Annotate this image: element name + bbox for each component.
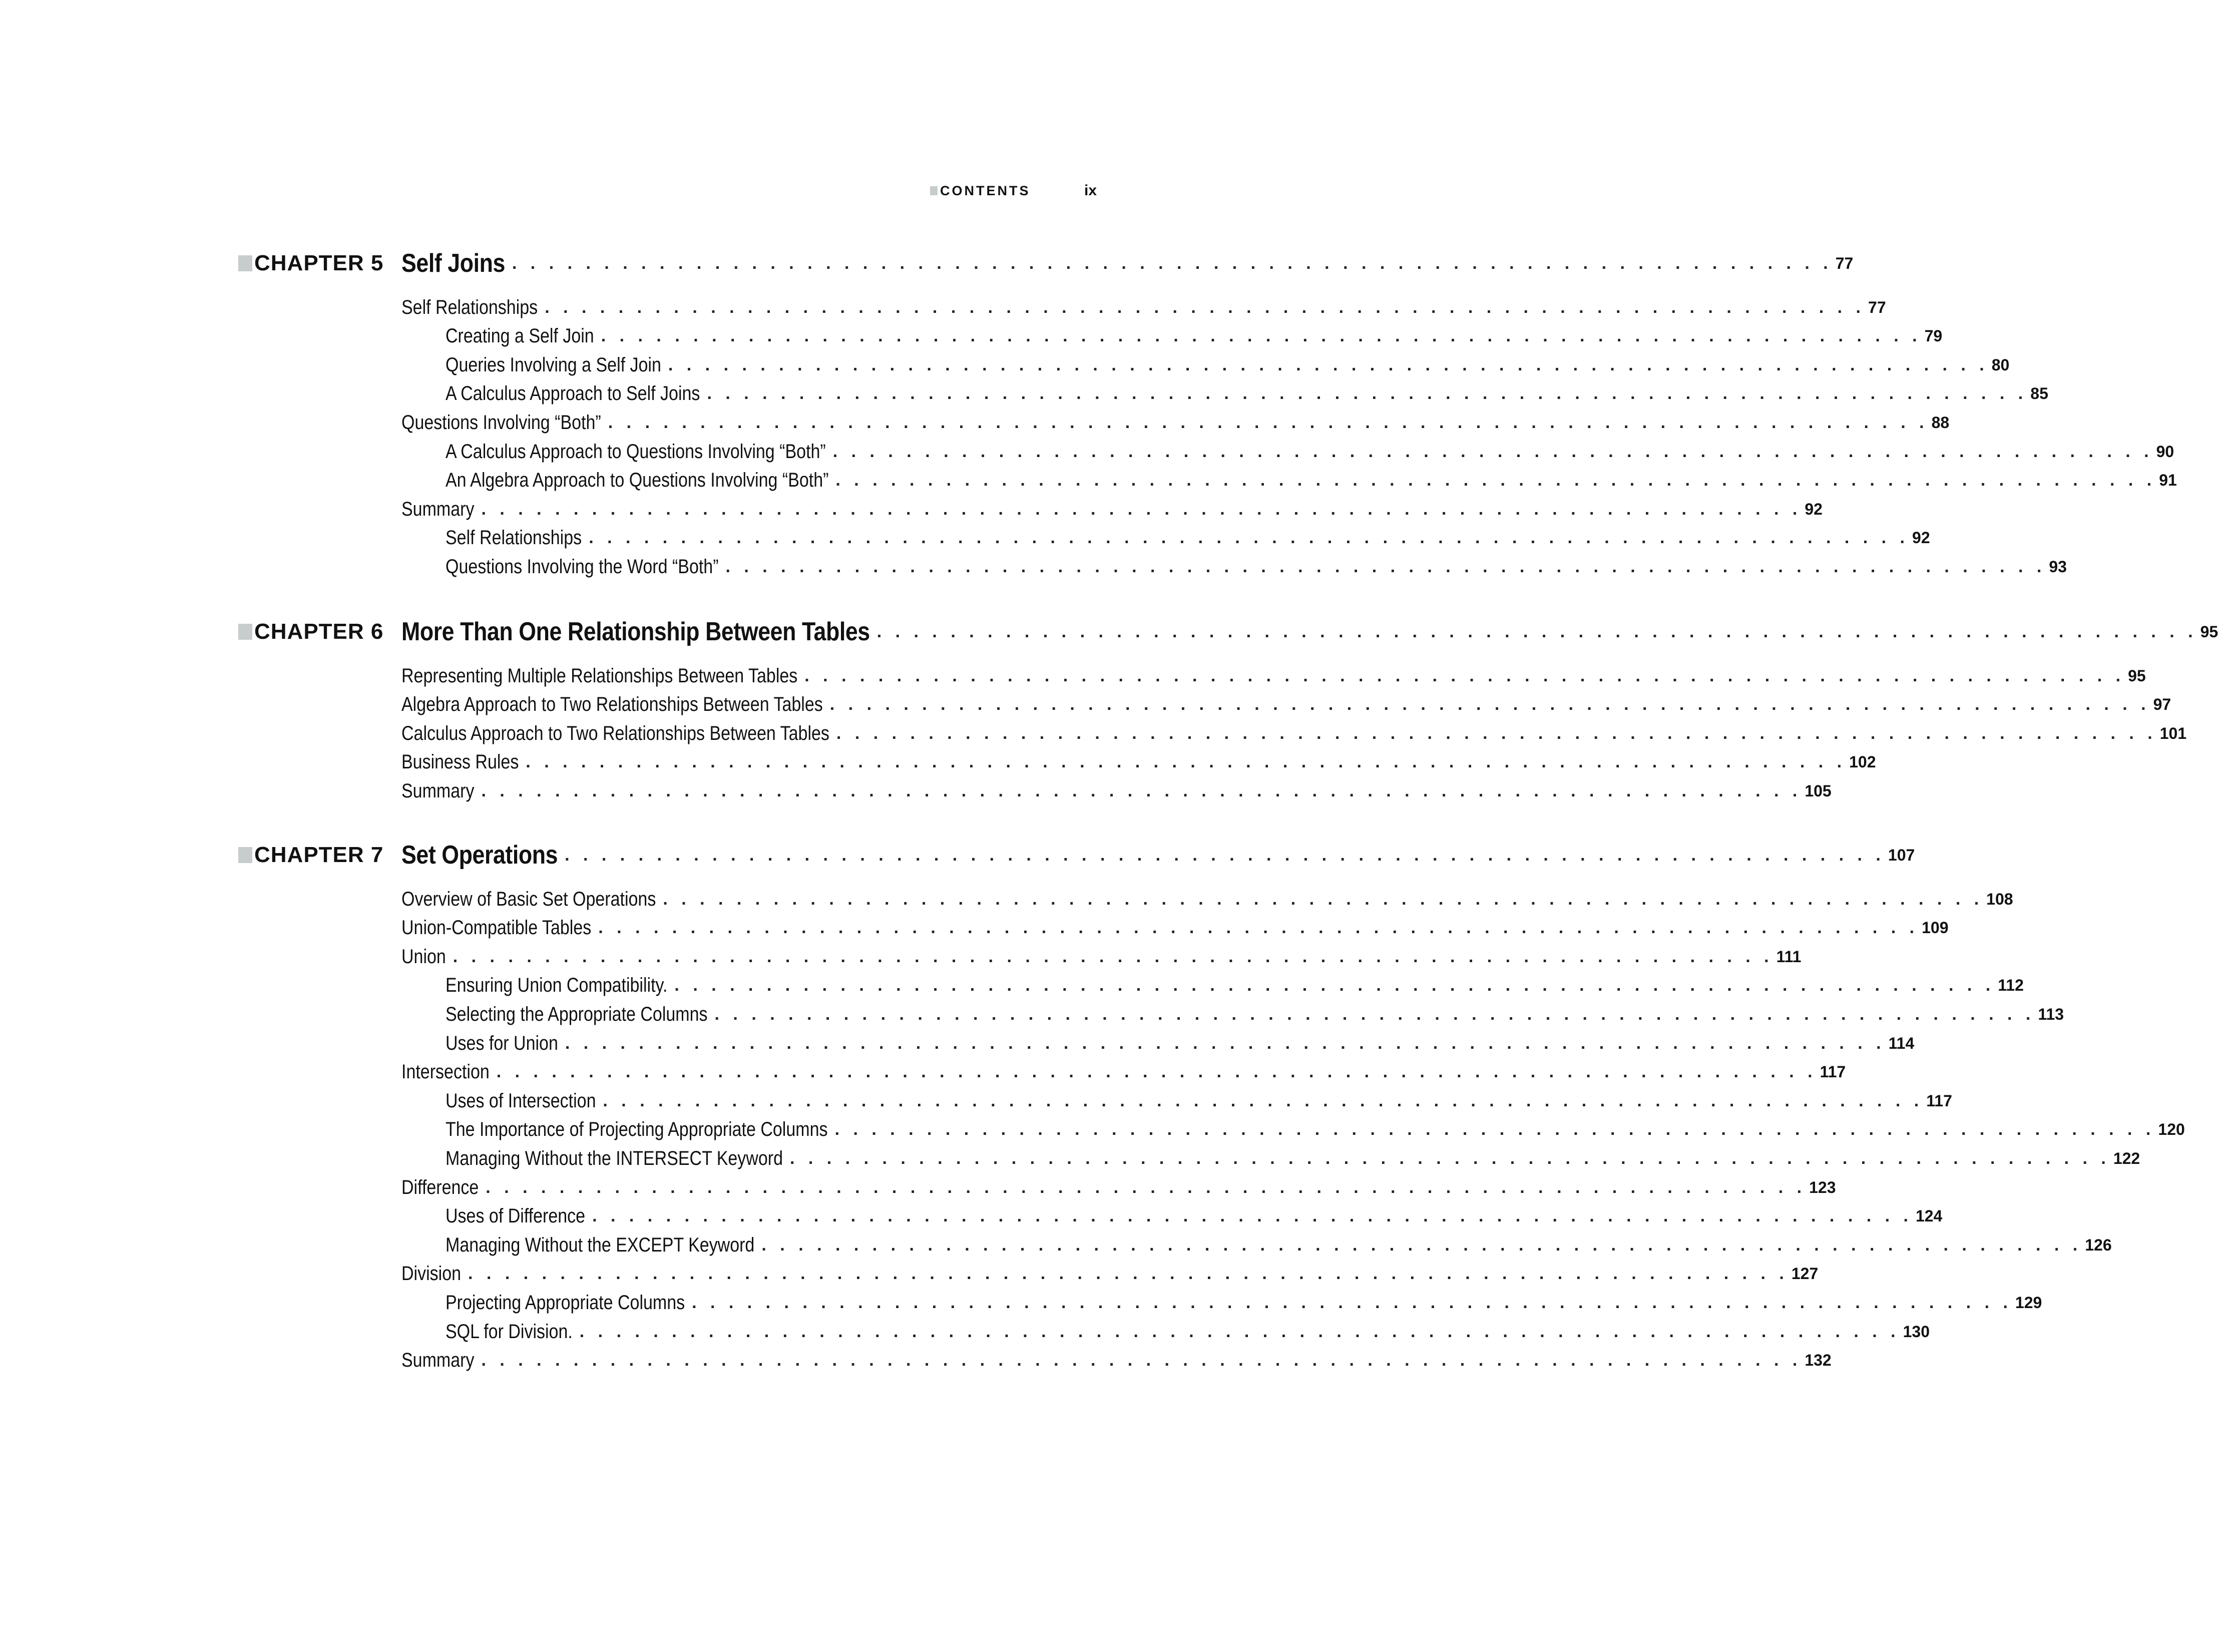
entry-title: Division bbox=[401, 1263, 462, 1285]
entry-title: Uses of Difference bbox=[446, 1205, 586, 1227]
toc-entry[interactable] bbox=[401, 750, 1876, 775]
toc-subentry[interactable] bbox=[446, 381, 2048, 406]
toc-subentry[interactable] bbox=[446, 439, 2174, 464]
toc-subentry[interactable] bbox=[446, 468, 2177, 493]
leader-dots: . . . . . . . . . . . . . . . . . . . . . . . . . . . . . . . . . . . . . . . . . . . . . . . . . . . . . . . . . . . . . . . . . . . . . . . . bbox=[725, 557, 2046, 576]
chapter-label bbox=[238, 617, 383, 647]
entry-page: 105 bbox=[1805, 781, 1832, 800]
entry-title: SQL for Division. bbox=[446, 1320, 573, 1343]
toc-subentry[interactable] bbox=[446, 352, 2010, 377]
entry-page: 117 bbox=[1820, 1063, 1846, 1081]
entry-title: Summary bbox=[401, 1349, 475, 1372]
toc-subentry[interactable] bbox=[446, 973, 2024, 998]
chapter-number: CHAPTER 7 bbox=[254, 843, 384, 867]
toc-entry[interactable] bbox=[401, 1262, 1819, 1287]
entry-title: Projecting Appropriate Columns bbox=[446, 1291, 685, 1314]
entry-title: Uses for Union bbox=[446, 1032, 558, 1054]
entry-title: Intersection bbox=[401, 1061, 490, 1083]
entry-page: 129 bbox=[2015, 1293, 2042, 1312]
leader-dots: . . . . . . . . . . . . . . . . . . . . . . . . . . . . . . . . . . . . . . . . . . . . . . . . . . . . . . . . . . . . . . . . . . . . . . . . bbox=[579, 1322, 1900, 1341]
toc-subentry[interactable] bbox=[446, 554, 2067, 579]
toc-subentry[interactable] bbox=[446, 1204, 1943, 1229]
toc-entry[interactable] bbox=[401, 410, 1950, 435]
entry-page: 79 bbox=[1924, 327, 1943, 345]
entry-page: 124 bbox=[1915, 1207, 1943, 1225]
leader-dots: . . . . . . . . . . . . . . . . . . . . . . . . . . . . . . . . . . . . . . . . . . . . . . . . . . . . . . . . . . . . . . . . . . . . . . . . bbox=[603, 1091, 1924, 1110]
toc-entry[interactable] bbox=[401, 692, 2171, 717]
leader-dots: . . . . . . . . . . . . . . . . . . . . . . . . . . . . . . . . . . . . . . . . . . . . . . . . . . . . . . . . . . . . . . . . . . . . . . . . bbox=[608, 412, 1929, 432]
entry-title: Summary bbox=[401, 779, 475, 802]
leader-dots: . . . . . . . . . . . . . . . . . . . . . . . . . . . . . . . . . . . . . . . . . . . . . . . . . . . . . . . . . . . . . . . . . . . . . . . . bbox=[481, 781, 1802, 800]
toc-subentry[interactable] bbox=[446, 1319, 1930, 1344]
entry-page: 122 bbox=[2113, 1149, 2140, 1167]
leader-dots: . . . . . . . . . . . . . . . . . . . . . . . . . . . . . . . . . . . . . . . . . . . . . . . . . . . . . . . . . . . . . . . . . . . . . . . . bbox=[707, 384, 2028, 403]
entry-title: Union bbox=[401, 945, 446, 968]
entry-page: 90 bbox=[2156, 442, 2174, 461]
chapter-title: More Than One Relationship Between Tables bbox=[401, 617, 870, 646]
leader-dots: . . . . . . . . . . . . . . . . . . . . . . . . . . . . . . . . . . . . . . . . . . . . . . . . . . . . . . . . . . . . . . . . . . . . . . . . bbox=[876, 622, 2197, 641]
leader-dots: . . . . . . . . . . . . . . . . . . . . . . . . . . . . . . . . . . . . . . . . . . . . . . . . . . . . . . . . . . . . . . . . . . . . . . . . bbox=[601, 326, 1922, 346]
leader-dots: . . . . . . . . . . . . . . . . . . . . . . . . . . . . . . . . . . . . . . . . . . . . . . . . . . . . . . . . . . . . . . . . . . . . . . . . bbox=[565, 845, 1885, 865]
running-head-marker bbox=[930, 186, 938, 195]
leader-dots: . . . . . . . . . . . . . . . . . . . . . . . . . . . . . . . . . . . . . . . . . . . . . . . . . . . . . . . . . . . . . . . . . . . . . . . . bbox=[834, 1120, 2155, 1139]
leader-dots: . . . . . . . . . . . . . . . . . . . . . . . . . . . . . . . . . . . . . . . . . . . . . . . . . . . . . . . . . . . . . . . . . . . . . . . . bbox=[598, 918, 1919, 938]
leader-dots: . . . . . . . . . . . . . . . . . . . . . . . . . . . . . . . . . . . . . . . . . . . . . . . . . . . . . . . . . . . . . . . . . . . . . . . . bbox=[453, 947, 1773, 966]
leader-dots: . . . . . . . . . . . . . . . . . . . . . . . . . . . . . . . . . . . . . . . . . . . . . . . . . . . . . . . . . . . . . . . . . . . . . . . . bbox=[565, 1033, 1886, 1053]
entry-title: Self Relationships bbox=[401, 296, 538, 318]
toc-entry[interactable] bbox=[401, 916, 1949, 941]
running-head-label: CONTENTS bbox=[940, 183, 1031, 198]
entry-page: 132 bbox=[1805, 1351, 1832, 1370]
toc-subentry[interactable] bbox=[446, 1088, 1952, 1113]
entry-page: 85 bbox=[2030, 384, 2048, 403]
toc-subentry[interactable] bbox=[446, 1232, 2112, 1258]
leader-dots: . . . . . . . . . . . . . . . . . . . . . . . . . . . . . . . . . . . . . . . . . . . . . . . . . . . . . . . . . . . . . . . . . . . . . . . . bbox=[545, 297, 1866, 317]
entry-title: Questions Involving the Word “Both” bbox=[446, 555, 719, 578]
entry-title: Summary bbox=[401, 498, 475, 520]
leader-dots: . . . . . . . . . . . . . . . . . . . . . . . . . . . . . . . . . . . . . . . . . . . . . . . . . . . . . . . . . . . . . . . . . . . . . . . . bbox=[692, 1293, 2012, 1312]
leader-dots: . . . . . . . . . . . . . . . . . . . . . . . . . . . . . . . . . . . . . . . . . . . . . . . . . . . . . . . . . . . . . . . . . . . . . . . . bbox=[835, 471, 2156, 490]
entry-page: 80 bbox=[1991, 355, 2010, 374]
entry-page: 97 bbox=[2153, 695, 2171, 714]
chapter-title-row[interactable] bbox=[401, 617, 2218, 647]
entry-page: 126 bbox=[2085, 1235, 2112, 1254]
chapter-title-row[interactable] bbox=[401, 840, 1915, 870]
toc-entry[interactable] bbox=[401, 1175, 1836, 1200]
toc-entry[interactable] bbox=[401, 663, 2146, 688]
entry-title: A Calculus Approach to Self Joins bbox=[446, 382, 700, 405]
entry-title: Algebra Approach to Two Relationships Between Tables bbox=[401, 693, 823, 716]
leader-dots: . . . . . . . . . . . . . . . . . . . . . . . . . . . . . . . . . . . . . . . . . . . . . . . . . . . . . . . . . . . . . . . . . . . . . . . . bbox=[526, 752, 1847, 772]
entry-page: 91 bbox=[2159, 471, 2177, 490]
toc-subentry[interactable] bbox=[446, 1290, 2042, 1315]
entry-page: 117 bbox=[1926, 1091, 1952, 1110]
entry-title: A Calculus Approach to Questions Involving “Both” bbox=[446, 440, 826, 463]
entry-page: 108 bbox=[1986, 890, 2013, 908]
running-head bbox=[930, 181, 1100, 201]
entry-page: 120 bbox=[2158, 1120, 2185, 1139]
toc-subentry[interactable] bbox=[446, 1146, 2140, 1171]
entry-page: 101 bbox=[2159, 724, 2187, 742]
leader-dots: . . . . . . . . . . . . . . . . . . . . . . . . . . . . . . . . . . . . . . . . . . . . . . . . . . . . . . . . . . . . . . . . . . . . . . . . bbox=[829, 695, 2150, 714]
leader-dots: . . . . . . . . . . . . . . . . . . . . . . . . . . . . . . . . . . . . . . . . . . . . . . . . . . . . . . . . . . . . . . . . . . . . . . . . bbox=[714, 1004, 2035, 1024]
entry-page: 111 bbox=[1776, 947, 1802, 966]
entry-page: 95 bbox=[2128, 666, 2146, 685]
entry-title: Calculus Approach to Two Relationships Between Tables bbox=[401, 722, 829, 744]
entry-title: Creating a Self Join bbox=[446, 325, 594, 347]
chapter-page: 95 bbox=[2200, 622, 2218, 641]
chapter-title-row[interactable] bbox=[401, 248, 1854, 278]
entry-page: 112 bbox=[1998, 976, 2024, 995]
entry-title: Self Relationships bbox=[446, 527, 582, 549]
entry-title: Difference bbox=[401, 1176, 479, 1198]
entry-page: 109 bbox=[1922, 919, 1949, 937]
toc-subentry[interactable] bbox=[446, 1117, 2185, 1142]
entry-page: 88 bbox=[1931, 413, 1950, 432]
entry-title: Union-Compatible Tables bbox=[401, 917, 592, 939]
chapter-label bbox=[238, 840, 383, 870]
leader-dots: . . . . . . . . . . . . . . . . . . . . . . . . . . . . . . . . . . . . . . . . . . . . . . . . . . . . . . . . . . . . . . . . . . . . . . . . bbox=[486, 1177, 1807, 1197]
chapter-title: Self Joins bbox=[401, 249, 505, 278]
toc-entry[interactable] bbox=[401, 944, 1802, 969]
toc-subentry[interactable] bbox=[446, 1031, 1915, 1056]
entry-page: 113 bbox=[2038, 1005, 2064, 1023]
leader-dots: . . . . . . . . . . . . . . . . . . . . . . . . . . . . . . . . . . . . . . . . . . . . . . . . . . . . . . . . . . . . . . . . . . . . . . . . bbox=[761, 1235, 2082, 1255]
entry-title: An Algebra Approach to Questions Involving “Both” bbox=[446, 469, 829, 492]
entry-title: Selecting the Appropriate Columns bbox=[446, 1003, 708, 1025]
entry-page: 127 bbox=[1791, 1265, 1819, 1283]
chapter-marker bbox=[238, 624, 252, 640]
leader-dots: . . . . . . . . . . . . . . . . . . . . . . . . . . . . . . . . . . . . . . . . . . . . . . . . . . . . . . . . . . . . . . . . . . . . . . . . bbox=[668, 355, 1989, 374]
chapter-number: CHAPTER 6 bbox=[254, 619, 384, 644]
leader-dots: . . . . . . . . . . . . . . . . . . . . . . . . . . . . . . . . . . . . . . . . . . . . . . . . . . . . . . . . . . . . . . . . . . . . . . . . bbox=[481, 1351, 1802, 1370]
toc-subentry[interactable] bbox=[446, 1002, 2064, 1027]
leader-dots: . . . . . . . . . . . . . . . . . . . . . . . . . . . . . . . . . . . . . . . . . . . . . . . . . . . . . . . . . . . . . . . . . . . . . . . . bbox=[674, 976, 1995, 995]
entry-page: 102 bbox=[1849, 753, 1876, 771]
chapter-number: CHAPTER 5 bbox=[254, 251, 384, 275]
page-number: ix bbox=[1084, 182, 1097, 199]
toc-entry[interactable] bbox=[401, 721, 2187, 746]
chapter-page: 77 bbox=[1835, 254, 1854, 272]
leader-dots: . . . . . . . . . . . . . . . . . . . . . . . . . . . . . . . . . . . . . . . . . . . . . . . . . . . . . . . . . . . . . . . . . . . . . . . . bbox=[790, 1148, 2110, 1168]
toc-entry[interactable] bbox=[401, 497, 1823, 522]
chapter-marker bbox=[238, 847, 252, 863]
leader-dots: . . . . . . . . . . . . . . . . . . . . . . . . . . . . . . . . . . . . . . . . . . . . . . . . . . . . . . . . . . . . . . . . . . . . . . . . bbox=[832, 442, 2153, 461]
leader-dots: . . . . . . . . . . . . . . . . . . . . . . . . . . . . . . . . . . . . . . . . . . . . . . . . . . . . . . . . . . . . . . . . . . . . . . . . bbox=[481, 499, 1802, 519]
entry-title: Questions Involving “Both” bbox=[401, 411, 601, 434]
leader-dots: . . . . . . . . . . . . . . . . . . . . . . . . . . . . . . . . . . . . . . . . . . . . . . . . . . . . . . . . . . . . . . . . . . . . . . . . bbox=[592, 1206, 1913, 1226]
chapter-label bbox=[238, 248, 383, 278]
toc-entry[interactable] bbox=[401, 1060, 1846, 1085]
entry-page: 123 bbox=[1809, 1178, 1836, 1196]
leader-dots: . . . . . . . . . . . . . . . . . . . . . . . . . . . . . . . . . . . . . . . . . . . . . . . . . . . . . . . . . . . . . . . . . . . . . . . . bbox=[836, 723, 2157, 743]
toc-entry[interactable] bbox=[401, 778, 1832, 803]
entry-title: Uses of Intersection bbox=[446, 1089, 596, 1112]
entry-title: Overview of Basic Set Operations bbox=[401, 888, 656, 910]
leader-dots: . . . . . . . . . . . . . . . . . . . . . . . . . . . . . . . . . . . . . . . . . . . . . . . . . . . . . . . . . . . . . . . . . . . . . . . . bbox=[496, 1062, 1817, 1082]
entry-page: 93 bbox=[2049, 557, 2067, 576]
toc-entry[interactable] bbox=[401, 295, 1886, 320]
chapter-page: 107 bbox=[1888, 846, 1915, 864]
leader-dots: . . . . . . . . . . . . . . . . . . . . . . . . . . . . . . . . . . . . . . . . . . . . . . . . . . . . . . . . . . . . . . . . . . . . . . . . bbox=[468, 1264, 1789, 1284]
chapter-marker bbox=[238, 255, 252, 271]
entry-page: 92 bbox=[1912, 529, 1930, 547]
entry-title: Managing Without the INTERSECT Keyword bbox=[446, 1147, 783, 1169]
entry-title: Representing Multiple Relationships Between Tables bbox=[401, 664, 798, 687]
chapter-title: Set Operations bbox=[401, 841, 558, 870]
toc-entry[interactable] bbox=[401, 1348, 1832, 1373]
entry-page: 92 bbox=[1805, 500, 1823, 518]
leader-dots: . . . . . . . . . . . . . . . . . . . . . . . . . . . . . . . . . . . . . . . . . . . . . . . . . . . . . . . . . . . . . . . . . . . . . . . . bbox=[663, 889, 1984, 909]
toc-subentry[interactable] bbox=[446, 526, 1930, 551]
entry-title: Queries Involving a Self Join bbox=[446, 353, 661, 376]
entry-title: Managing Without the EXCEPT Keyword bbox=[446, 1233, 755, 1256]
entry-title: The Importance of Projecting Appropriate Columns bbox=[446, 1118, 828, 1141]
entry-title: Business Rules bbox=[401, 751, 519, 773]
entry-page: 77 bbox=[1868, 298, 1886, 316]
entry-page: 114 bbox=[1888, 1034, 1915, 1052]
toc-subentry[interactable] bbox=[446, 324, 1943, 349]
leader-dots: . . . . . . . . . . . . . . . . . . . . . . . . . . . . . . . . . . . . . . . . . . . . . . . . . . . . . . . . . . . . . . . . . . . . . . . . bbox=[589, 528, 1910, 548]
leader-dots: . . . . . . . . . . . . . . . . . . . . . . . . . . . . . . . . . . . . . . . . . . . . . . . . . . . . . . . . . . . . . . . . . . . . . . . . bbox=[804, 666, 2125, 685]
toc-entry[interactable] bbox=[401, 887, 2013, 912]
entry-title: Ensuring Union Compatibility. bbox=[446, 974, 668, 997]
leader-dots: . . . . . . . . . . . . . . . . . . . . . . . . . . . . . . . . . . . . . . . . . . . . . . . . . . . . . . . . . . . . . . . . . . . . . . . . bbox=[512, 253, 1833, 273]
entry-page: 130 bbox=[1903, 1322, 1930, 1341]
